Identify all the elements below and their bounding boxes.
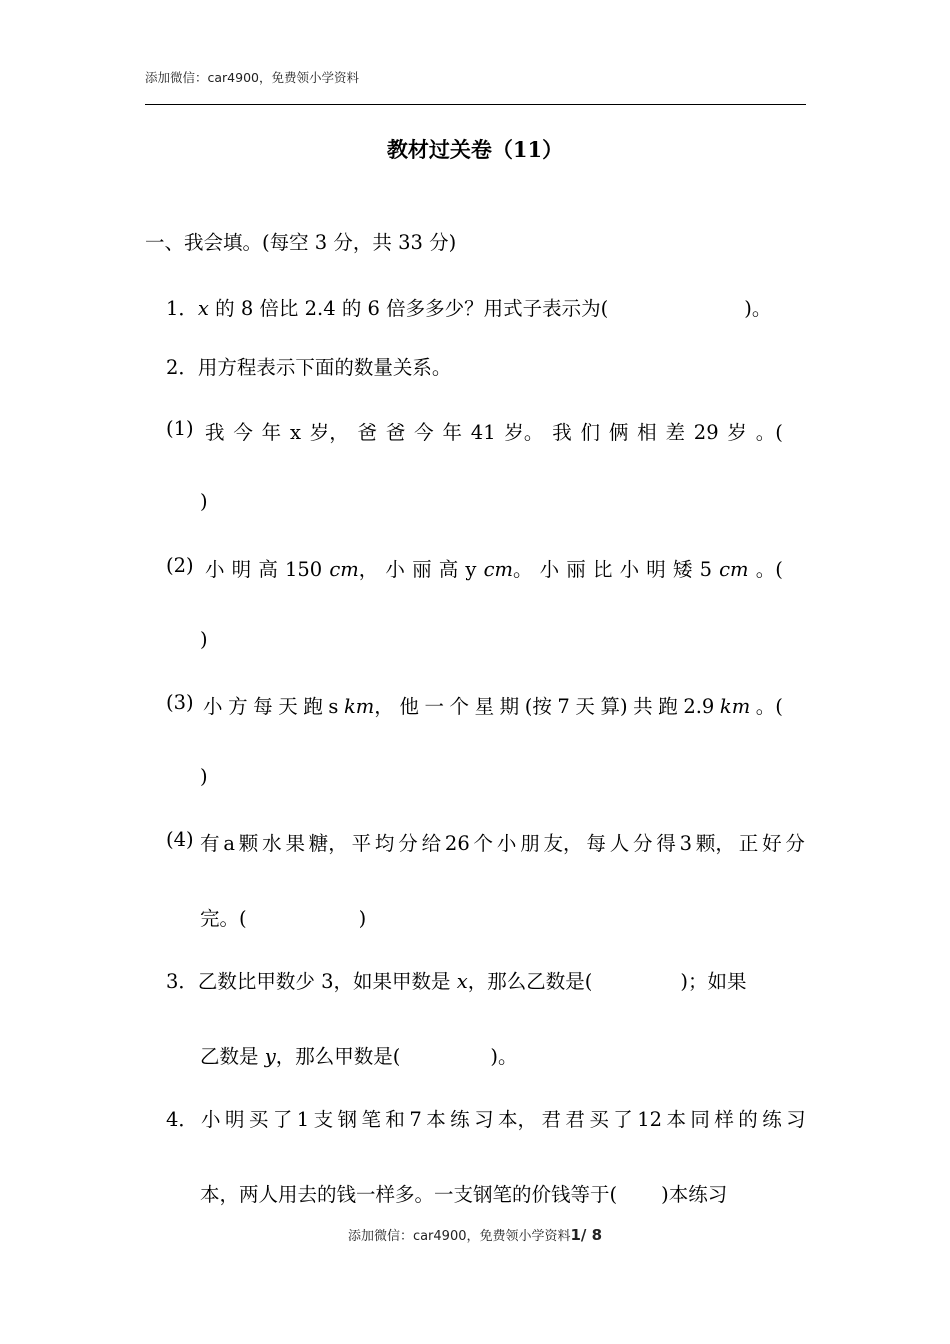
text-token: km，: [343, 695, 394, 718]
question-number: 4．: [166, 1108, 198, 1131]
sub-question-3-close: ): [200, 765, 208, 788]
text-token: 买: [248, 1108, 269, 1131]
text-token: 天: [278, 695, 298, 718]
text-token: 。(: [755, 695, 783, 718]
text-token: 笔: [361, 1108, 381, 1131]
sub-question-2-text: [205, 554, 783, 582]
sub-question-4-line2-text: 完。(: [200, 907, 247, 930]
text-token: 相: [637, 421, 657, 444]
text-token: 有: [200, 832, 220, 855]
text-token: 爸: [357, 421, 378, 444]
question-number: 2．: [166, 356, 198, 379]
blank-close: )。: [744, 297, 772, 320]
text-token: 水: [262, 832, 282, 855]
text-token: 每: [586, 832, 606, 855]
text-token: 丽: [566, 558, 586, 581]
text-token: 岁: [727, 421, 747, 444]
text-token: 分: [633, 832, 653, 855]
sub-question-3-text: [203, 691, 783, 719]
text-token: 他: [399, 695, 419, 718]
section-heading: 一、我会填。(每空 3 分，共 33 分): [145, 231, 457, 254]
text-token: 12: [637, 1108, 663, 1131]
question-text: 乙数比甲数少 3，如果甲数是: [197, 970, 457, 993]
sub-question-1-label: (1): [166, 417, 194, 440]
text-token: 3: [679, 832, 693, 855]
text-token: 2.9: [683, 695, 715, 718]
sub-question-2-close: ): [200, 628, 208, 651]
text-token: 150: [284, 558, 323, 581]
text-token: 糖，: [308, 832, 348, 855]
text-token: 7: [409, 1108, 422, 1131]
text-token: 钢: [337, 1108, 358, 1131]
text-token: 共: [633, 695, 653, 718]
text-token: 跑: [658, 695, 678, 718]
text-token: 同: [690, 1108, 710, 1131]
page-title: 教材过关卷（11）: [386, 137, 564, 162]
page-number: 1/ 8: [570, 1226, 603, 1244]
text-token: 期: [499, 695, 520, 718]
text-token: 29: [693, 421, 719, 444]
text-token: 平: [351, 832, 372, 855]
question-3-line2: [200, 1041, 517, 1069]
text-token: 小: [385, 558, 405, 581]
text-token: 君: [565, 1108, 585, 1131]
text-token: 7: [557, 695, 570, 718]
text-token: 明: [231, 558, 252, 581]
text-token: 41: [470, 421, 496, 444]
question-4-line2: [200, 1179, 727, 1207]
header-rule: [145, 104, 806, 105]
question-number: 1．: [166, 297, 198, 320]
text-token: 样: [714, 1108, 734, 1131]
text-token: 小: [201, 1108, 221, 1131]
text-token: 均: [374, 832, 395, 855]
text-token: 了: [272, 1108, 293, 1131]
text-token: 小: [539, 558, 560, 581]
variable-x: x: [456, 970, 468, 993]
text-token: 人: [609, 832, 630, 855]
sub-question-4-label: (4): [166, 828, 194, 851]
text-token: 习: [786, 1108, 806, 1131]
text-token: 君: [541, 1108, 561, 1131]
text-token: 俩: [608, 421, 629, 444]
text-token: 年: [261, 421, 282, 444]
sub-question-1-text: [205, 417, 783, 445]
question-text: ，那么甲数是(: [275, 1045, 401, 1068]
text-token: (按: [524, 695, 552, 718]
text-token: 本: [666, 1108, 686, 1131]
text-token: 5: [699, 558, 712, 581]
text-token: 星: [474, 695, 495, 718]
question-text: 的 8 倍比 2.4 的 6 倍多多少？用式子表示为(: [208, 297, 609, 320]
sub-question-1-close: ): [200, 490, 208, 513]
text-token: 明: [224, 1108, 245, 1131]
text-token: 小: [205, 558, 225, 581]
variable-x: x: [197, 297, 209, 320]
text-token: 。(: [755, 558, 783, 581]
text-token: 岁。: [504, 421, 544, 444]
text-token: 习: [474, 1108, 494, 1131]
question-3-line1: [166, 966, 806, 994]
text-token: a: [223, 832, 235, 855]
text-token: 年: [442, 421, 462, 444]
text-token: 们: [580, 421, 601, 444]
text-token: 正: [738, 832, 759, 855]
sub-question-3-label: (3): [166, 691, 194, 714]
text-token: x: [289, 421, 301, 444]
footer-note: 添加微信：car4900，免费领小学资料: [347, 1229, 571, 1244]
text-token: 我: [205, 421, 225, 444]
text-token: 跑: [303, 695, 323, 718]
text-token: km: [719, 695, 751, 718]
text-token: 丽: [412, 558, 432, 581]
text-token: 矮: [672, 558, 693, 581]
text-token: 每: [253, 695, 273, 718]
question-text: )；如果: [680, 970, 747, 993]
text-token: 1: [296, 1108, 310, 1131]
text-token: 颗: [238, 832, 259, 855]
text-token: 高: [258, 558, 278, 581]
text-token: 得: [656, 832, 676, 855]
text-token: 好: [762, 832, 782, 855]
text-token: 买: [589, 1108, 609, 1131]
question-text: 用方程表示下面的数量关系。: [197, 356, 452, 379]
text-token: cm。: [483, 558, 533, 581]
text-token: 我: [552, 421, 572, 444]
text-token: 了: [613, 1108, 633, 1131]
text-token: 个: [473, 832, 494, 855]
blank-close: ): [358, 907, 367, 930]
text-token: 颗，: [695, 832, 735, 855]
text-token: 分: [398, 832, 418, 855]
sub-question-4-line2: [200, 903, 366, 931]
text-token: 本，: [498, 1108, 538, 1131]
text-token: 分: [785, 832, 805, 855]
text-token: 的: [738, 1108, 758, 1131]
variable-y: y: [264, 1045, 276, 1068]
text-token: 差: [665, 421, 685, 444]
question-4-line1: [201, 1104, 806, 1132]
text-token: y: [465, 558, 477, 581]
text-token: 练: [450, 1108, 470, 1131]
text-token: 方: [228, 695, 248, 718]
text-token: 个: [449, 695, 470, 718]
text-token: 比: [592, 558, 613, 581]
text-token: 和: [385, 1108, 405, 1131]
text-token: 今: [414, 421, 434, 444]
header-note: 添加微信：car4900，免费领小学资料: [145, 70, 359, 85]
text-token: 小: [203, 695, 223, 718]
text-token: 朋: [520, 832, 540, 855]
text-token: 练: [762, 1108, 782, 1131]
text-token: 。(: [755, 421, 783, 444]
sub-question-4-text: [200, 828, 805, 856]
text-token: 爸: [385, 421, 406, 444]
question-text: 本，两人用去的钱一样多。一支钢笔的价钱等于(: [200, 1183, 618, 1206]
blank-close: )。: [490, 1045, 518, 1068]
text-token: cm，: [329, 558, 379, 581]
text-token: 一: [424, 695, 444, 718]
text-token: 给: [421, 832, 442, 855]
sub-question-2-label: (2): [166, 554, 194, 577]
text-token: 友，: [543, 832, 583, 855]
text-token: 算): [600, 695, 628, 718]
question-2: [166, 352, 451, 380]
text-token: 小: [496, 832, 517, 855]
text-token: 高: [438, 558, 459, 581]
question-text: 乙数是: [200, 1045, 265, 1068]
text-token: 支: [313, 1108, 334, 1131]
text-token: 明: [646, 558, 666, 581]
text-token: 本: [426, 1108, 446, 1131]
question-text: ，那么乙数是(: [467, 970, 593, 993]
text-token: cm: [719, 558, 749, 581]
text-token: 26: [444, 832, 470, 855]
footer: [0, 1225, 950, 1244]
text-token: 天: [575, 695, 595, 718]
question-1: [166, 293, 771, 321]
text-token: 小: [619, 558, 640, 581]
question-text: )本练习: [661, 1183, 728, 1206]
text-token: 今: [233, 421, 253, 444]
text-token: 果: [285, 832, 305, 855]
text-token: s: [328, 695, 339, 718]
text-token: 岁，: [309, 421, 349, 444]
question-number: 3．: [166, 970, 198, 993]
